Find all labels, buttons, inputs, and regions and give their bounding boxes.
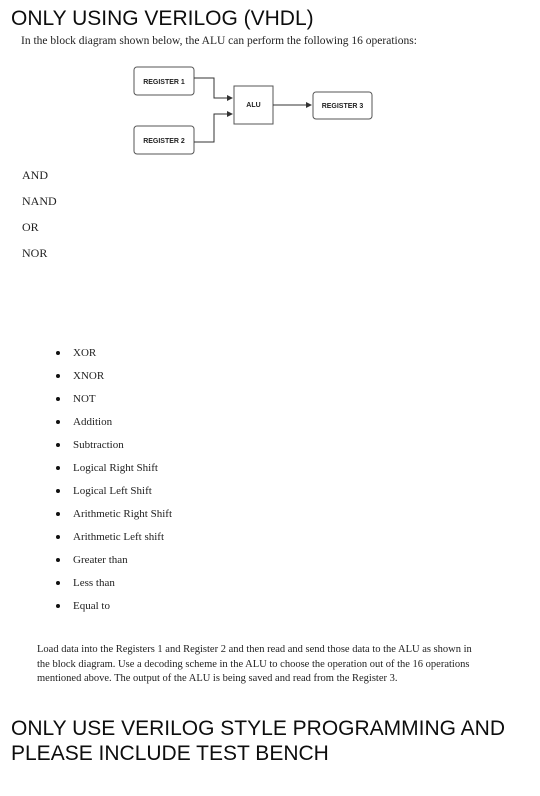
list-item: OR	[22, 220, 39, 234]
list-item: NAND	[22, 194, 57, 208]
bullet-icon	[56, 535, 60, 539]
list-item-label: XOR	[73, 347, 97, 359]
bullet-icon	[56, 604, 60, 608]
bullet-icon	[56, 443, 60, 447]
list-item	[52, 574, 172, 597]
list-item	[52, 597, 172, 620]
list-item-label: Greater than	[73, 554, 128, 566]
list-item	[52, 413, 172, 436]
bullet-icon	[56, 558, 60, 562]
list-item	[52, 551, 172, 574]
register-2-label: REGISTER 2	[143, 138, 185, 145]
block-diagram	[0, 0, 540, 170]
register-1-label: REGISTER 1	[143, 79, 185, 86]
list-item-label: Logical Right Shift	[73, 462, 158, 474]
register-3-label: REGISTER 3	[321, 103, 364, 110]
list-item	[52, 436, 172, 459]
operations-plain-list	[22, 166, 57, 270]
bullet-icon	[56, 512, 60, 516]
alu-label: ALU	[246, 102, 261, 109]
list-item: NOR	[22, 246, 48, 260]
list-item	[52, 390, 172, 413]
bullet-icon	[56, 397, 60, 401]
list-item-label: NOT	[73, 393, 96, 405]
list-item	[52, 367, 172, 390]
page-title: ONLY USING VERILOG (VHDL)	[11, 7, 314, 30]
bullet-icon	[56, 581, 60, 585]
operations-bulleted-list	[52, 344, 172, 620]
connector-reg1-alu	[194, 78, 232, 98]
list-item-label: Arithmetic Right Shift	[73, 508, 172, 520]
description-text: Load data into the Registers 1 and Register 2 and then read and send those data to the ALU as shown in the block diagram. Use a decoding scheme in the ALU to choose the operation out of the 16 operations mentioned above. The output of the ALU is being saved and read from the Register 3.	[37, 644, 472, 684]
footer-title: ONLY USE VERILOG STYLE PROGRAMMING AND PLEASE INCLUDE TEST BENCH	[11, 717, 506, 765]
connector-reg2-alu	[194, 114, 232, 142]
list-item-label: Equal to	[73, 600, 110, 612]
bullet-icon	[56, 489, 60, 493]
list-item-label: Logical Left Shift	[73, 485, 152, 497]
bullet-icon	[56, 374, 60, 378]
list-item	[52, 459, 172, 482]
list-item-label: Subtraction	[73, 439, 124, 451]
list-item-label: Arithmetic Left shift	[73, 531, 165, 543]
intro-text: In the block diagram shown below, the ALU can perform the following 16 operations:	[21, 35, 417, 47]
list-item: AND	[22, 168, 48, 182]
list-item	[52, 505, 172, 528]
list-item	[52, 528, 172, 551]
list-item-label: XNOR	[73, 370, 105, 382]
bullet-icon	[56, 420, 60, 424]
list-item	[52, 344, 172, 367]
list-item	[52, 482, 172, 505]
bullet-icon	[56, 351, 60, 355]
bullet-icon	[56, 466, 60, 470]
list-item-label: Less than	[73, 577, 115, 589]
list-item-label: Addition	[73, 416, 113, 428]
